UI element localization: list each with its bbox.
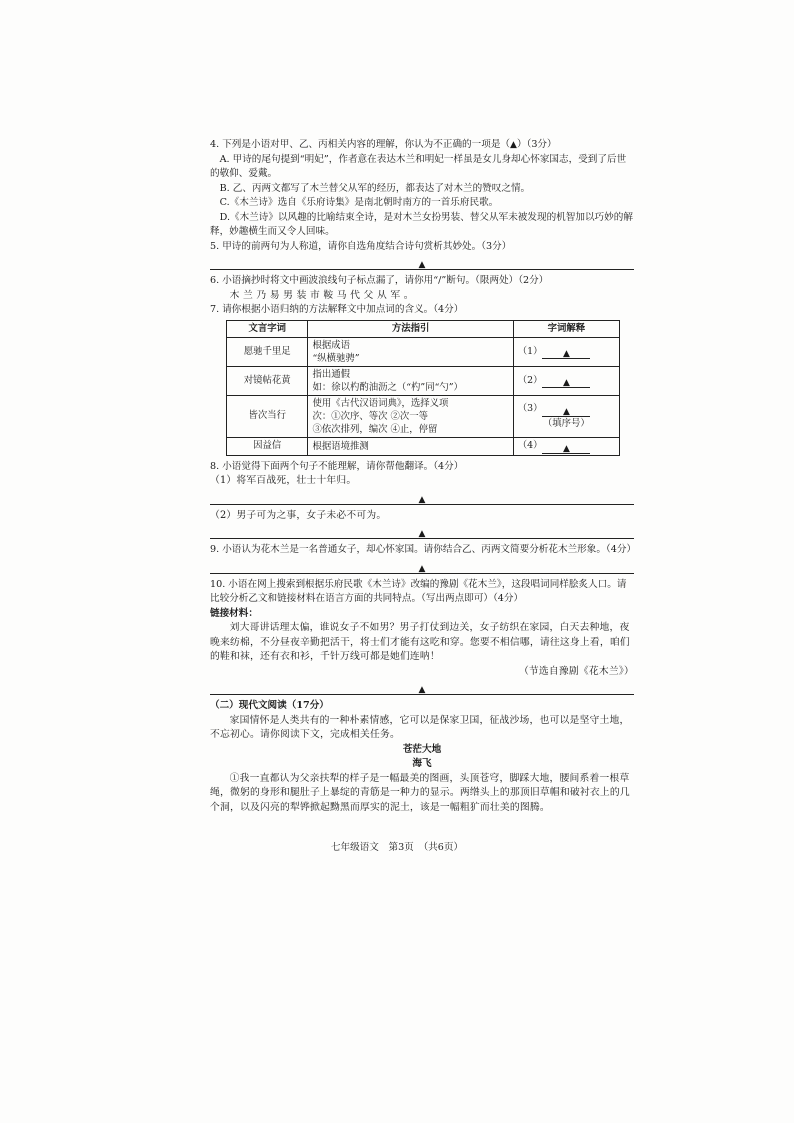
q8-answer-line-2[interactable]: [210, 524, 634, 539]
table-guide: [308, 338, 513, 367]
table-term: 因益信: [227, 438, 308, 456]
guide-line: 使用《古代汉语词典》，选择义项: [312, 398, 449, 409]
table-row: [227, 338, 620, 367]
triangle-icon: ▲: [563, 378, 570, 389]
triangle-icon: ▲: [418, 494, 426, 505]
table-row: [227, 438, 620, 456]
triangle-icon: ▲: [510, 140, 517, 150]
table-answer[interactable]: [513, 367, 619, 396]
table-row: [227, 396, 620, 438]
question-5: [210, 240, 634, 271]
q10-source: （节选自豫剧《花木兰》）: [518, 665, 634, 677]
article-author: 海飞: [412, 758, 432, 769]
table-header: 字词解释: [513, 320, 619, 338]
article-paragraph-1: ①我一直都认为父亲扶犁的样子是一幅最美的图画，头顶苍穹，脚踩大地，腰间系着一根草绳，微躬的身形和腿肚子上暴绽的青筋是一种力的显示。两绺头上的那顶旧草帽和破衬衣上的几个洞，以及闪亮的犁铧掀起黝黑而厚实的泥土，该是一幅粗犷而壮美的图腾。: [210, 772, 630, 813]
section-heading: （二）现代文阅读（17分）: [210, 700, 329, 711]
answer-note: （填序号）: [542, 417, 590, 429]
triangle-icon: ▲: [418, 260, 426, 270]
guide-line: “纵横驰骋”: [312, 353, 360, 364]
table-term: 愿驰千里足: [227, 338, 308, 367]
triangle-icon: ▲: [563, 443, 570, 454]
table-guide: [308, 367, 513, 396]
article-title: 苍茫大地: [402, 743, 442, 755]
triangle-icon: ▲: [418, 529, 426, 539]
q6-stem: 6. 小语摘抄时将文中画波浪线句子标点漏了，请你用“/”断句。（限两处）（2分）: [210, 275, 549, 286]
guide-line: 次：①次序、等次 ②次一等: [312, 411, 428, 422]
answer-blank[interactable]: [542, 442, 590, 454]
q4-option-d: D.《木兰诗》以风趣的比喻结束全诗，是对木兰女扮男装、替父从军未被发现的机智加以巧妙的解释，妙趣横生而又令人回味。: [210, 211, 633, 237]
triangle-icon: ▲: [418, 685, 426, 695]
q4-score: ）（3分）: [516, 139, 557, 150]
guide-line: 指出通假: [312, 369, 350, 380]
table-header: 文言字词: [227, 320, 308, 338]
q5-answer-line[interactable]: [210, 255, 634, 270]
q8-sentence-2: （2）男子可为之事，女子未必不可为。: [210, 509, 387, 521]
answer-number: （4）: [517, 440, 543, 451]
page-footer: 七年级语文 第3页 （共6页）: [330, 842, 464, 853]
q5-stem: 5. 甲诗的前两句为人称道，请你自选角度结合诗句赏析其妙处。（3分）: [210, 240, 512, 252]
guide-line: 根据成语: [312, 340, 350, 351]
q4-option-c: C.《木兰诗》选自《乐府诗集》是南北朝时南方的一首乐府民歌。: [219, 197, 499, 208]
q8-stem: 8. 小语觉得下面两个句子不能理解，请你帮他翻译。（4分）: [210, 460, 464, 472]
guide-line: ③依次排列，编次 ④止，停留: [312, 424, 438, 435]
answer-blank[interactable]: [542, 376, 590, 388]
q8-answer-line-1[interactable]: [210, 490, 634, 505]
q4-option-b: B. 乙、丙两文都写了木兰替父从军的经历，都表达了对木兰的赞叹之情。: [219, 182, 531, 194]
answer-blank[interactable]: [542, 347, 590, 359]
answer-number: （3）: [517, 403, 543, 414]
q4-option-a: A. 甲诗的尾句提到“明妃”，作者意在表达木兰和明妃一样虽是女儿身却心怀家国志，受到了后世的敬仰、爱戴。: [210, 153, 627, 179]
table-answer[interactable]: [513, 338, 619, 367]
q10-stem: 10. 小语在网上搜索到根据乐府民歌《木兰诗》改编的豫剧《花木兰》，这段唱词同样脍炙人口。请比较分析乙文和链接材料在语言方面的共同特点。（写出两点即可）（4分）: [210, 578, 627, 604]
guide-line: 如：徐以杓酌油沥之（“杓”同“勺”）: [312, 382, 463, 393]
q10-link-label: 链接材料：: [210, 607, 258, 619]
question-6: [210, 274, 634, 303]
table-guide: [308, 438, 513, 456]
answer-number: （2）: [517, 374, 543, 386]
modern-reading-section: [210, 699, 634, 815]
question-10: [210, 578, 634, 696]
table-header-row: [227, 320, 620, 338]
page-content: [210, 138, 637, 815]
q10-material: 刘大哥讲话理太偏，谁说女子不如男？男子打仗到边关，女子纺织在家园，白天去种地，夜晚来纺棉，不分昼夜辛勤把活干，将士们才能有这吃和穿。您要不相信哪，请往这身上看，咱们的鞋和袜，还有衣和衫，千针万线可都是她们连呐！: [210, 622, 630, 662]
q10-answer-line[interactable]: [210, 680, 634, 695]
table-answer[interactable]: [513, 396, 619, 438]
triangle-icon: ▲: [418, 563, 426, 574]
answer-number: （1）: [517, 345, 543, 357]
question-7: [210, 303, 634, 456]
question-9: [210, 543, 637, 574]
answer-blank[interactable]: [542, 405, 590, 417]
question-8: [210, 460, 634, 540]
q4-stem: 4. 下列是小语对甲、乙、丙相关内容的理解，你认为不正确的一项是（: [210, 139, 511, 150]
guide-line: 根据语境推测: [312, 440, 369, 452]
table-term: 皆次当行: [227, 396, 308, 438]
table-header: 方法指引: [308, 320, 513, 338]
section-intro: 家国情怀是人类共有的一种朴素情感，它可以是保家卫国，征战沙场，也可以是坚守土地，不忘初心。请你阅读下文，完成相关任务。: [210, 714, 630, 740]
table-guide: [308, 396, 513, 438]
q6-sentence[interactable]: 木兰乃易男装市鞍马代父从军。: [229, 289, 418, 301]
method-table: [226, 320, 620, 456]
table-answer[interactable]: [513, 438, 619, 456]
q7-stem: 7. 请你根据小语归纳的方法解释文中加点词的含义。（4分）: [210, 304, 464, 315]
table-term: 对镜帖花黄: [227, 367, 308, 396]
q8-sentence-1: （1）将军百战死，壮士十年归。: [210, 475, 357, 486]
triangle-icon: ▲: [563, 406, 570, 417]
question-4: [210, 138, 634, 240]
table-row: [227, 367, 620, 396]
triangle-icon: ▲: [563, 349, 570, 360]
q9-stem: 9. 小语认为花木兰是一名普通女子，却心怀家国。请你结合乙、丙两文简要分析花木兰形象。（4分）: [210, 544, 637, 555]
q9-answer-line[interactable]: [210, 559, 634, 574]
